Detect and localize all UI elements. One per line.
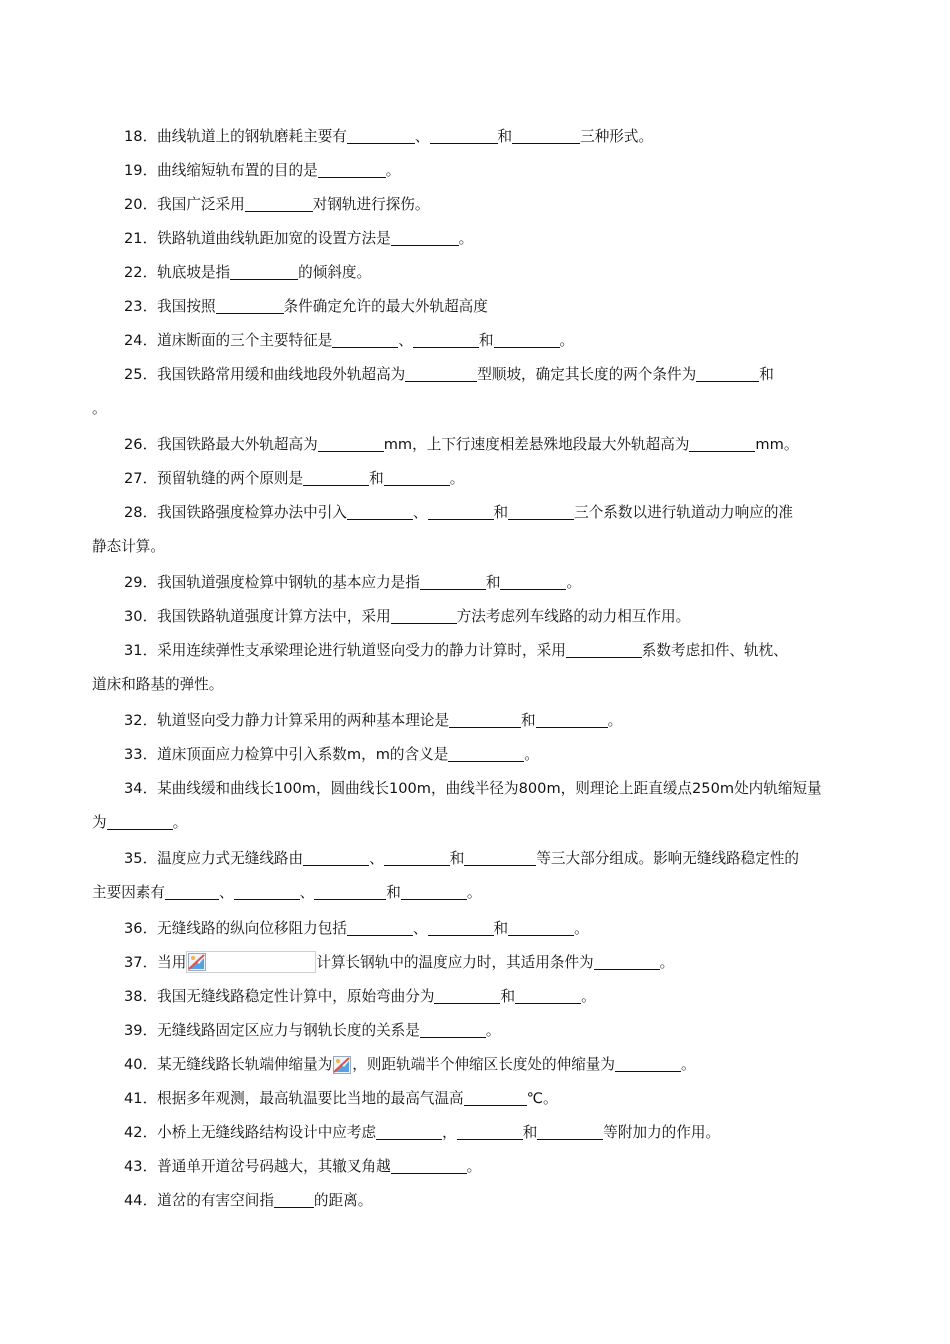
question-text: 。	[172, 814, 188, 832]
question-text: 。	[659, 954, 675, 971]
question-text: 和	[493, 504, 509, 521]
answer-blank[interactable]	[696, 365, 759, 382]
answer-blank[interactable]	[420, 573, 486, 590]
answer-blank[interactable]	[165, 883, 219, 900]
question-text: 35．温度应力式无缝线路由	[124, 850, 304, 867]
question-text: 43．普通单开道岔号码越大，其辙叉角越	[124, 1158, 391, 1175]
question-text: 和	[521, 712, 536, 729]
answer-blank[interactable]	[107, 813, 173, 830]
answer-blank[interactable]	[430, 127, 498, 144]
question-text: 为	[92, 814, 107, 832]
question-text: 32．轨道竖向受力静力计算采用的两种基本理论是	[124, 712, 450, 729]
question-text: 27．预留轨缝的两个原则是	[124, 470, 304, 487]
question-text: 系数考虑扣件、轨枕、	[641, 642, 788, 659]
question-text: 等附加力的作用。	[603, 1124, 721, 1141]
question-32	[92, 704, 864, 738]
question-text: 三种形式。	[580, 128, 654, 145]
question-36	[92, 912, 864, 946]
answer-blank[interactable]	[230, 263, 298, 280]
answer-blank[interactable]	[428, 919, 494, 936]
question-text: 条件确定允许的最大外轨超高度	[283, 298, 488, 315]
question-text: 计算长钢轨中的温度应力时，其适用条件为	[316, 954, 594, 971]
question-21	[92, 222, 864, 256]
question-text: 和	[449, 850, 465, 867]
question-24	[92, 324, 864, 358]
question-text: 和	[500, 988, 516, 1005]
question-text: 37．当用	[124, 954, 187, 971]
question-text: 。	[581, 988, 596, 1005]
question-text: 和	[522, 1124, 538, 1141]
question-39	[92, 1014, 864, 1048]
answer-blank[interactable]	[515, 987, 581, 1004]
question-26	[92, 428, 864, 462]
answer-blank[interactable]	[274, 1191, 314, 1208]
question-27	[92, 462, 864, 496]
question-text: 。	[458, 230, 474, 247]
answer-blank[interactable]	[245, 195, 313, 212]
question-text: 型顺坡，确定其长度的两个条件为	[477, 366, 697, 383]
question-text: 26．我国铁路最大外轨超高为	[124, 436, 318, 453]
question-text: 。	[524, 746, 539, 763]
question-text: 的距离。	[313, 1192, 373, 1209]
answer-blank[interactable]	[464, 1089, 527, 1106]
question-text: 和	[369, 470, 384, 487]
question-41	[92, 1082, 864, 1116]
question-text: 。	[466, 1158, 482, 1175]
answer-blank[interactable]	[391, 229, 459, 246]
answer-blank[interactable]	[332, 331, 398, 348]
question-43	[92, 1150, 864, 1184]
question-text: 18．曲线轨道上的钢轨磨耗主要有	[124, 128, 347, 145]
question-text: 、	[398, 332, 413, 349]
question-37	[92, 946, 864, 980]
answer-blank[interactable]	[508, 919, 574, 936]
question-22	[92, 256, 864, 290]
answer-blank[interactable]	[216, 297, 284, 314]
question-text: 。	[559, 332, 575, 349]
answer-blank[interactable]	[537, 1123, 603, 1140]
question-text: 、	[218, 884, 234, 902]
answer-blank[interactable]	[500, 573, 566, 590]
question-29	[92, 566, 864, 600]
question-text: 36．无缝线路的纵向位移阻力包括	[124, 920, 347, 937]
question-text: 、	[299, 884, 315, 902]
question-text: 、	[369, 850, 384, 867]
question-text: 。	[385, 162, 401, 179]
question-text: 和	[485, 574, 501, 591]
question-text: 31．采用连续弹性支承梁理论进行轨道竖向受力的静力计算时，采用	[124, 642, 566, 659]
answer-blank[interactable]	[464, 849, 536, 866]
answer-blank[interactable]	[689, 435, 755, 452]
question-text: ，则距轨端半个伸缩区长度处的伸缩量为	[352, 1056, 615, 1073]
question-text: 方法考虑列车线路的动力相互作用。	[456, 608, 691, 625]
question-text: 等三大部分组成。影响无缝线路稳定性的	[536, 850, 800, 867]
answer-blank[interactable]	[303, 469, 369, 486]
answer-blank[interactable]	[405, 365, 477, 382]
question-25	[92, 358, 864, 426]
question-text: 20．我国广泛采用	[124, 196, 245, 213]
question-text: 三个系数以进行轨道动力响应的准	[574, 504, 794, 521]
question-33	[92, 738, 864, 772]
question-text: 22．轨底坡是指	[124, 264, 231, 281]
broken-image-icon	[332, 1055, 352, 1073]
question-text: 。	[566, 574, 582, 591]
answer-blank[interactable]	[234, 883, 300, 900]
answer-blank[interactable]	[449, 711, 521, 728]
question-text: 。	[574, 920, 589, 937]
question-text: 28．我国铁路强度检算办法中引入	[124, 504, 347, 521]
question-38	[92, 980, 864, 1014]
question-text: 道床和路基的弹性。	[92, 676, 224, 694]
answer-blank[interactable]	[594, 953, 660, 970]
answer-blank[interactable]	[434, 987, 500, 1004]
question-40	[92, 1048, 864, 1082]
question-20	[92, 188, 864, 222]
question-text: 33．道床顶面应力检算中引入系数m，m的含义是	[124, 746, 449, 763]
answer-blank[interactable]	[457, 1123, 523, 1140]
question-text: 23．我国按照	[124, 298, 216, 315]
question-text: 21．铁路轨道曲线轨距加宽的设置方法是	[124, 230, 391, 247]
question-text: 29．我国轨道强度检算中钢轨的基本应力是指	[124, 574, 420, 591]
question-text: 。	[466, 884, 482, 902]
answer-blank[interactable]	[420, 1021, 486, 1038]
question-34	[92, 772, 864, 840]
question-text: 和	[497, 128, 513, 145]
answer-blank[interactable]	[347, 503, 413, 520]
answer-blank[interactable]	[376, 1123, 442, 1140]
answer-blank[interactable]	[512, 127, 580, 144]
question-text: 30．我国铁路轨道强度计算方法中，采用	[124, 608, 391, 625]
question-text: 对钢轨进行探伤。	[312, 196, 430, 213]
answer-blank[interactable]	[303, 849, 369, 866]
question-text: 24．道床断面的三个主要特征是	[124, 332, 333, 349]
question-31	[92, 634, 864, 702]
question-text: ，	[442, 1124, 457, 1141]
answer-blank[interactable]	[566, 641, 642, 658]
answer-blank[interactable]	[413, 331, 479, 348]
question-text: mm。	[755, 436, 799, 453]
question-text: 和	[386, 884, 401, 902]
question-text: 和	[478, 332, 494, 349]
answer-blank[interactable]	[314, 883, 386, 900]
question-44	[92, 1184, 864, 1218]
question-text: 39．无缝线路固定区应力与钢轨长度的关系是	[124, 1022, 420, 1039]
question-text: 44．道岔的有害空间指	[124, 1192, 274, 1209]
question-text: 和	[493, 920, 509, 937]
question-text: 。	[681, 1056, 696, 1073]
question-text: 静态计算。	[92, 538, 165, 556]
question-text: ℃。	[526, 1090, 558, 1107]
question-35	[92, 842, 864, 910]
answer-blank[interactable]	[318, 435, 384, 452]
answer-blank[interactable]	[401, 883, 467, 900]
answer-blank[interactable]	[384, 849, 450, 866]
question-text: 25．我国铁路常用缓和曲线地段外轨超高为	[124, 366, 406, 383]
broken-image-icon	[186, 951, 316, 973]
answer-blank[interactable]	[347, 919, 413, 936]
answer-blank[interactable]	[384, 469, 450, 486]
question-text: 41．根据多年观测，最高轨温要比当地的最高气温高	[124, 1090, 464, 1107]
answer-blank[interactable]	[391, 1157, 467, 1174]
question-text: 。	[485, 1022, 501, 1039]
question-text: 主要因素有	[92, 884, 165, 902]
question-text: 。	[449, 470, 465, 487]
answer-blank[interactable]	[615, 1055, 681, 1072]
question-30	[92, 600, 864, 634]
answer-blank[interactable]	[318, 161, 386, 178]
question-23	[92, 290, 864, 324]
question-text: 38．我国无缝线路稳定性计算中，原始弯曲分为	[124, 988, 435, 1005]
question-text: 、	[414, 128, 430, 145]
question-19	[92, 154, 864, 188]
question-42	[92, 1116, 864, 1150]
question-text: 42．小桥上无缝线路结构设计中应考虑	[124, 1124, 377, 1141]
answer-blank[interactable]	[391, 607, 457, 624]
question-text: 。	[92, 400, 107, 418]
question-text: 和	[759, 366, 774, 383]
answer-blank[interactable]	[508, 503, 574, 520]
question-text: 。	[607, 712, 623, 729]
question-text: 的倾斜度。	[298, 264, 372, 281]
question-text: 19．曲线缩短轨布置的目的是	[124, 162, 318, 179]
answer-blank[interactable]	[428, 503, 494, 520]
answer-blank[interactable]	[494, 331, 560, 348]
answer-blank[interactable]	[448, 745, 524, 762]
question-text: 40．某无缝线路长轨端伸缩量为	[124, 1056, 333, 1073]
answer-blank[interactable]	[347, 127, 415, 144]
question-text: 、	[412, 920, 428, 937]
question-28	[92, 496, 864, 564]
question-text: mm，上下行速度相差悬殊地段最大外轨超高为	[383, 436, 690, 453]
question-18	[92, 120, 864, 154]
answer-blank[interactable]	[536, 711, 608, 728]
question-text: 34．某曲线缓和曲线长100m，圆曲线长100m，曲线半径为800m，则理论上距直缓点250m处内轨缩短量	[124, 780, 822, 797]
question-text: 、	[412, 504, 428, 521]
